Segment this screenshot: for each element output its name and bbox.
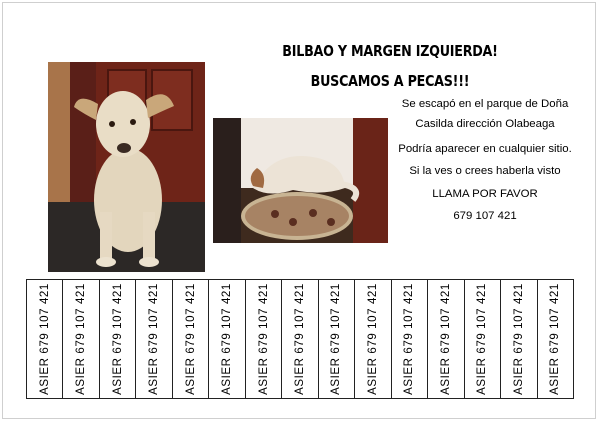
tear-tab[interactable] bbox=[355, 280, 391, 398]
tear-tab[interactable] bbox=[428, 280, 464, 398]
tear-tab[interactable] bbox=[100, 280, 136, 398]
tear-tab[interactable] bbox=[282, 280, 318, 398]
tear-tab-text: ASIER 679 107 421 bbox=[512, 283, 525, 395]
tear-tab-text: ASIER 679 107 421 bbox=[403, 283, 416, 395]
headline-location: BILBAO Y MARGEN IZQUIERDA! bbox=[282, 42, 498, 60]
info-line-5: LLAMA POR FAVOR bbox=[432, 188, 538, 200]
photo-dog-sitting bbox=[48, 62, 205, 272]
tear-tab[interactable] bbox=[392, 280, 428, 398]
info-line-2: Casilda dirección Olabeaga bbox=[415, 118, 555, 130]
tear-tab-text: ASIER 679 107 421 bbox=[75, 283, 88, 395]
phone-number: 679 107 421 bbox=[453, 210, 517, 222]
tear-tab[interactable] bbox=[209, 280, 245, 398]
tear-tab-text: ASIER 679 107 421 bbox=[184, 283, 197, 395]
info-line-1: Se escapó en el parque de Doña bbox=[401, 98, 569, 110]
tear-tab-text: ASIER 679 107 421 bbox=[549, 283, 562, 395]
tear-tab[interactable] bbox=[501, 280, 537, 398]
info-line-3: Podría aparecer en cualquier sitio. bbox=[398, 143, 572, 155]
tear-tab[interactable] bbox=[27, 280, 63, 398]
tear-tab[interactable] bbox=[319, 280, 355, 398]
tear-off-tabs bbox=[26, 279, 574, 399]
tear-tab-text: ASIER 679 107 421 bbox=[111, 283, 124, 395]
tear-tab-text: ASIER 679 107 421 bbox=[257, 283, 270, 395]
tear-tab[interactable] bbox=[173, 280, 209, 398]
tear-tab-text: ASIER 679 107 421 bbox=[330, 283, 343, 395]
tear-tab-text: ASIER 679 107 421 bbox=[294, 283, 307, 395]
tear-tab[interactable] bbox=[538, 280, 573, 398]
tear-tab[interactable] bbox=[465, 280, 501, 398]
tear-tab-text: ASIER 679 107 421 bbox=[38, 283, 51, 395]
info-line-4: Si la ves o crees haberla visto bbox=[409, 165, 561, 177]
tear-tab-text: ASIER 679 107 421 bbox=[148, 283, 161, 395]
tear-tab[interactable] bbox=[63, 280, 99, 398]
tear-tab-text: ASIER 679 107 421 bbox=[366, 283, 379, 395]
tear-tab-text: ASIER 679 107 421 bbox=[476, 283, 489, 395]
photo-dog-sleeping bbox=[213, 118, 388, 243]
headline-search: BUSCAMOS A PECAS!!! bbox=[310, 72, 470, 90]
tear-tab[interactable] bbox=[136, 280, 172, 398]
tear-tab-text: ASIER 679 107 421 bbox=[221, 283, 234, 395]
tear-tab[interactable] bbox=[246, 280, 282, 398]
tear-tab-text: ASIER 679 107 421 bbox=[439, 283, 452, 395]
